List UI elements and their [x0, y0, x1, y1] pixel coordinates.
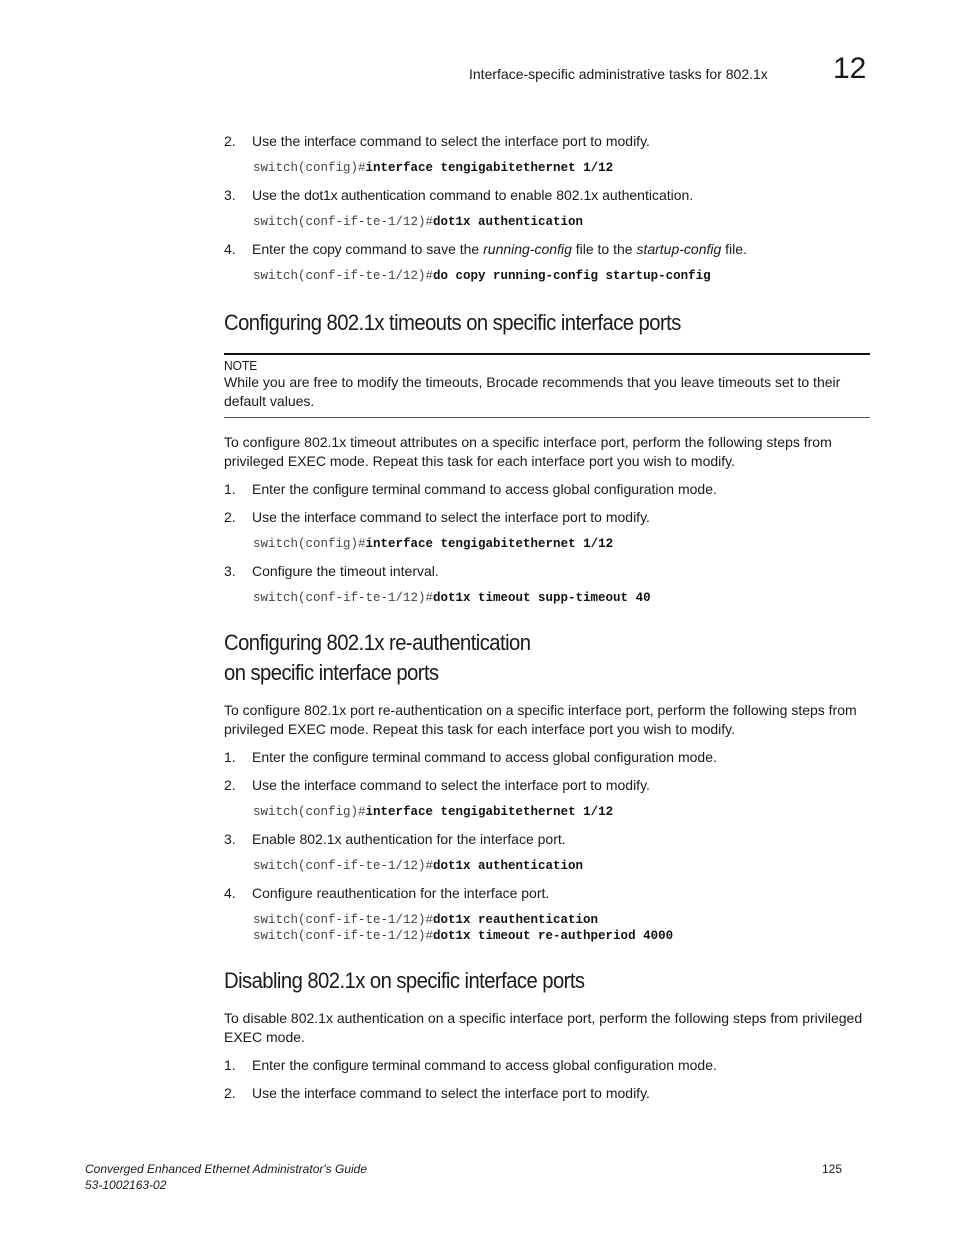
command-name: copy [312, 241, 342, 257]
page-header [0, 0, 954, 100]
section-intro: To disable 802.1x authentication on a specific interface port, perform the following steps from privileged EXEC mode. [224, 1010, 863, 1045]
section-intro: To configure 802.1x port re-authentication on a specific interface port, perform the following steps from privileged EXEC mode. Repeat this task for each interface port you wish to modify. [224, 702, 857, 737]
note-box [224, 353, 870, 418]
code-example: switch(conf-if-te-1/12)#dot1x reauthentication switch(conf-if-te-1/12)#dot1x timeout re-authperiod 4000 [253, 913, 674, 943]
step-3: 3. Use the dot1x authentication command to enable 802.1x authentication. [224, 187, 694, 203]
step-1: 1. Enter the configure terminal command to access global configuration mode. [224, 481, 717, 497]
note-label: NOTE [224, 358, 258, 373]
section-heading-reauth-line2: on specific interface ports [224, 660, 439, 685]
section-heading-timeouts: Configuring 802.1x timeouts on specific interface ports [224, 310, 681, 335]
command-name: interface [304, 1085, 357, 1101]
note-text: While you are free to modify the timeouts, Brocade recommends that you leave timeouts set to their default values. [224, 374, 841, 409]
code-example: switch(config)#interface tengigabitethernet 1/12 [253, 805, 614, 819]
command-name: interface [304, 509, 357, 525]
command-name: configure terminal [312, 749, 421, 765]
step-4: 4. Configure reauthentication for the interface port. [224, 885, 550, 901]
step-2: 2. Use the interface command to select the interface port to modify. [224, 133, 650, 149]
code-example: switch(conf-if-te-1/12)#dot1x authentication [253, 215, 584, 229]
step-3: 3. Enable 802.1x authentication for the interface port. [224, 831, 566, 847]
section-heading-disable: Disabling 802.1x on specific interface ports [224, 968, 585, 993]
command-name: configure terminal [312, 481, 421, 497]
code-example: switch(conf-if-te-1/12)#do copy running-config startup-config [253, 269, 711, 283]
section-heading-reauth-line1: Configuring 802.1x re-authentication [224, 630, 531, 655]
step-3: 3. Configure the timeout interval. [224, 563, 439, 579]
footer-doc-number: 53-1002163-02 [85, 1178, 167, 1192]
step-2: 2. Use the interface command to select the interface port to modify. [224, 1085, 650, 1101]
step-1: 1. Enter the configure terminal command to access global configuration mode. [224, 749, 717, 765]
page-content [224, 132, 870, 1112]
step-2: 2. Use the interface command to select the interface port to modify. [224, 777, 650, 793]
command-name: interface [304, 133, 357, 149]
code-example: switch(conf-if-te-1/12)#dot1x timeout supp-timeout 40 [253, 591, 651, 605]
command-name: interface [304, 777, 357, 793]
footer-page-number: 125 [822, 1162, 843, 1176]
step-2: 2. Use the interface command to select the interface port to modify. [224, 509, 650, 525]
running-header-title: Interface-specific administrative tasks for 802.1x [469, 66, 768, 82]
step-1: 1. Enter the configure terminal command to access global configuration mode. [224, 1057, 717, 1073]
step-4: 4. Enter the copy command to save the running-config file to the startup-config file. [224, 241, 747, 257]
chapter-number: 12 [833, 52, 867, 85]
command-name: dot1x authentication [304, 187, 426, 203]
command-name: configure terminal [312, 1057, 421, 1073]
code-example: switch(config)#interface tengigabitethernet 1/12 [253, 537, 614, 551]
code-example: switch(config)#interface tengigabitethernet 1/12 [253, 161, 614, 175]
code-example: switch(conf-if-te-1/12)#dot1x authentication [253, 859, 584, 873]
footer-guide-title: Converged Enhanced Ethernet Administrator's Guide [85, 1162, 368, 1176]
section-intro: To configure 802.1x timeout attributes on a specific interface port, perform the following steps from privileged EXEC mode. Repeat this task for each interface port you wish to modify. [224, 434, 832, 469]
